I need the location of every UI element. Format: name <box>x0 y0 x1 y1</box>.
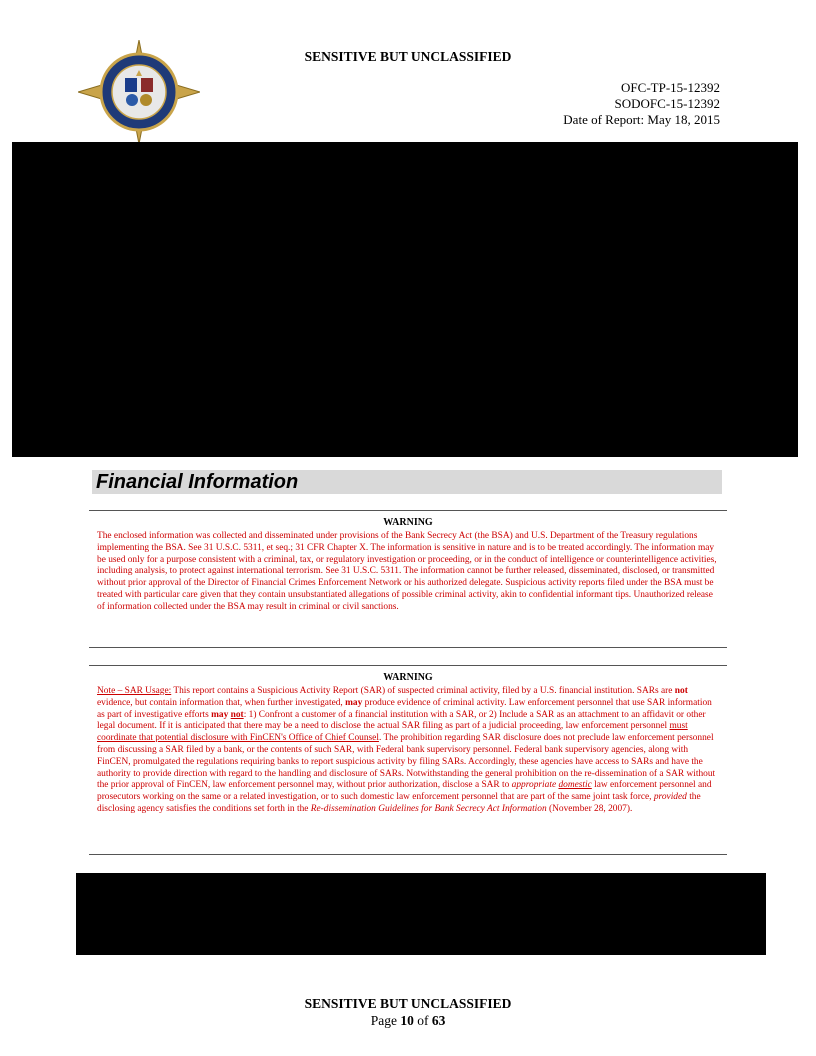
reference-ofc: OFC-TP-15-12392 <box>621 80 720 95</box>
bsa-warning-text: The enclosed information was collected and disseminated under provisions of the Bank Secrecy Act (the BSA) and U.S. Department of the Treasury regulations implementing the BSA. See 31 U.S.C. 5311, et seq.; 31 CFR Chapter X. The information is sensitive in nature and is to be treated accordingly. The information may be used only for a purpose consistent with a criminal, tax, or regulatory investigation or proceeding, or in the conduct of intelligence or counterintelligence activities, including analysis, to protect against international terrorism. See 31 U.S.C. 5311. The information cannot be further released, disseminated, disclosed, or transmitted without prior approval of the Director of Financial Crimes Enforcement Network or his authorized delegate. Suspicious activity reports filed under the BSA must be treated with particular care given that they contain unsubstantiated allegations of possible criminal activity, akin to confidential informant tips. Unauthorized release of information collected under the BSA may result in criminal or civil sanctions. <box>97 531 717 612</box>
header-classification: SENSITIVE BUT UNCLASSIFIED <box>304 49 512 64</box>
redaction-block-top <box>12 142 798 457</box>
bsa-warning-box <box>89 510 727 648</box>
sar-warning-box <box>89 665 727 855</box>
warning-title: WARNING <box>383 517 433 528</box>
ocdetf-seal-logo <box>78 40 200 144</box>
sar-warning-text: Note – SAR Usage: This report contains a Suspicious Activity Report (SAR) of suspected criminal activity, filed by a U.S. financial institution. SARs are not evidence, but contain information that, when further investigated, may produce evidence of criminal activity. Law enforcement personnel that use SAR information as part of investigative efforts may not: 1) Confront a customer of a financial institution with a SAR, or 2) Include a SAR as an attachment to an affidavit or other legal document. If it is anticipated that there may be a need to disclose the actual SAR filing as part of a judicial proceeding, law enforcement personnel must coordinate that potential disclosure with FinCEN's Office of Chief Counsel. The prohibition regarding SAR disclosure does not preclude law enforcement personnel from discussing a SAR filed by a bank, or the contents of such SAR, with Federal bank supervisory personnel. Federal bank supervisory agencies, along with FinCEN, promulgated the regulations requiring banks to report suspicious activity by filing SARs. Accordingly, these agencies have access to SARs and have the authority to provide direction with regard to the handling and disclosure of SARs. Notwithstanding the general prohibition on the re-dissemination of a SAR without the prior approval of FinCEN, law enforcement personnel may, without prior authorization, disclose a SAR to appropriate domestic law enforcement personnel and prosecutors working on the same or a related investigation, or to such domestic law enforcement personnel that are part of the same joint task force, provided the disclosing agency satisfies the conditions set forth in the Re-dissemination Guidelines for Bank Secrecy Act Information (November 28, 2007). <box>97 686 716 814</box>
note-label: Note – SAR Usage: <box>97 686 172 696</box>
footer-classification: SENSITIVE BUT UNCLASSIFIED <box>304 996 512 1011</box>
redaction-block-bottom <box>76 873 766 955</box>
page-number: Page 10 of 63 <box>370 1013 446 1028</box>
report-date: Date of Report: May 18, 2015 <box>563 112 720 127</box>
reference-sodofc: SODOFC-15-12392 <box>614 96 720 111</box>
section-title: Financial Information <box>92 470 722 494</box>
warning-title: WARNING <box>383 672 433 683</box>
report-references <box>563 80 720 128</box>
